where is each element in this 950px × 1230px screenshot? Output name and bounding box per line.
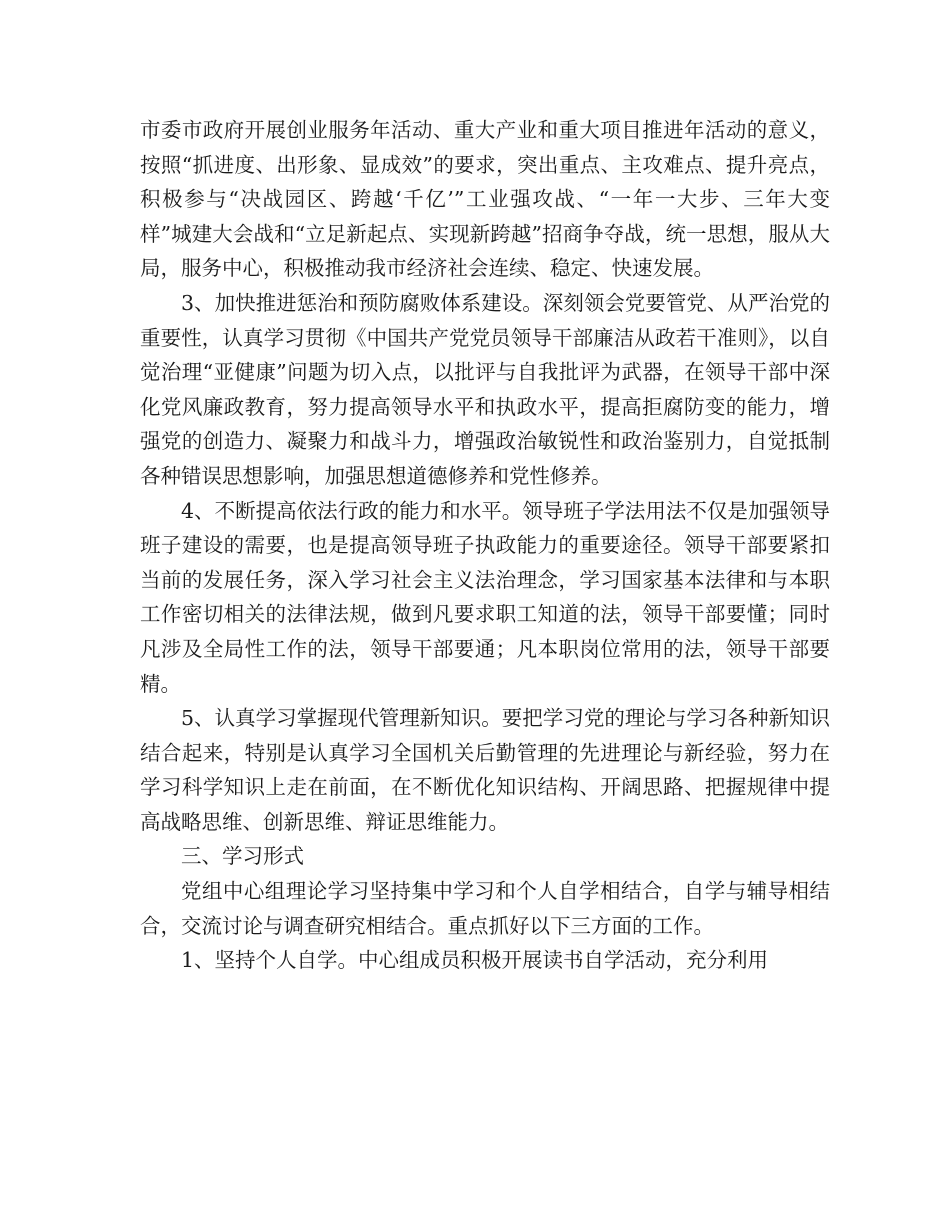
paragraph-item-3: 3、加快推进惩治和预防腐败体系建设。深刻领会党要管党、从严治党的重要性，认真学习贯彻《中国共产党党员领导干部廉洁从政若干准则》，以自觉治理“亚健康”问题为切入点，以批评与自我批评为武器，在领导干部中深化党风廉政教育，努力提高领导水平和执政水平，提高拒腐防变的能力，增强党的创造力、凝聚力和战斗力，增强政治敏锐性和政治鉴别力，自觉抵制各种错误思想影响，加强思想道德修养和党性修养。	[140, 290, 830, 488]
paragraph-item-4: 4、不断提高依法行政的能力和水平。领导班子学法用法不仅是加强领导班子建设的需要，也是提高领导班子执政能力的重要途径。领导干部要紧扣当前的发展任务，深入学习社会主义法治理念，学习国家基本法律和与本职工作密切相关的法律法规，做到凡要求职工知道的法，领导干部要懂；同时凡涉及全局性工作的法，领导干部要通；凡本职岗位常用的法，领导干部要精。	[140, 498, 830, 696]
paragraph-learning-form-intro: 党组中心组理论学习坚持集中学习和个人自学相结合，自学与辅导相结合，交流讨论与调查研究相结合。重点抓好以下三方面的工作。	[140, 879, 830, 938]
paragraph-item-5: 5、认真学习掌握现代管理新知识。要把学习党的理论与学习各种新知识结合起来，特别是认真学习全国机关后勤管理的先进理论与新经验，努力在学习科学知识上走在前面，在不断优化知识结构、开阔思路、把握规律中提高战略思维、创新思维、辩证思维能力。	[140, 706, 830, 834]
section-heading-learning-form: 三、学习形式	[181, 844, 304, 869]
document-body	[140, 113, 830, 978]
paragraph-continuation: 市委市政府开展创业服务年活动、重大产业和重大项目推进年活动的意义，按照“抓进度、出形象、显成效”的要求，突出重点、主攻难点、提升亮点，积极参与“决战园区、跨越‘千亿’”工业强攻战、“一年一大步、三年大变样”城建大会战和“立足新起点、实现新跨越”招商争夺战，统一思想，服从大局，服务中心，积极推动我市经济社会连续、稳定、快速发展。	[140, 118, 830, 281]
paragraph-item-1: 1、坚持个人自学。中心组成员积极开展读书自学活动，充分利用	[181, 948, 769, 973]
